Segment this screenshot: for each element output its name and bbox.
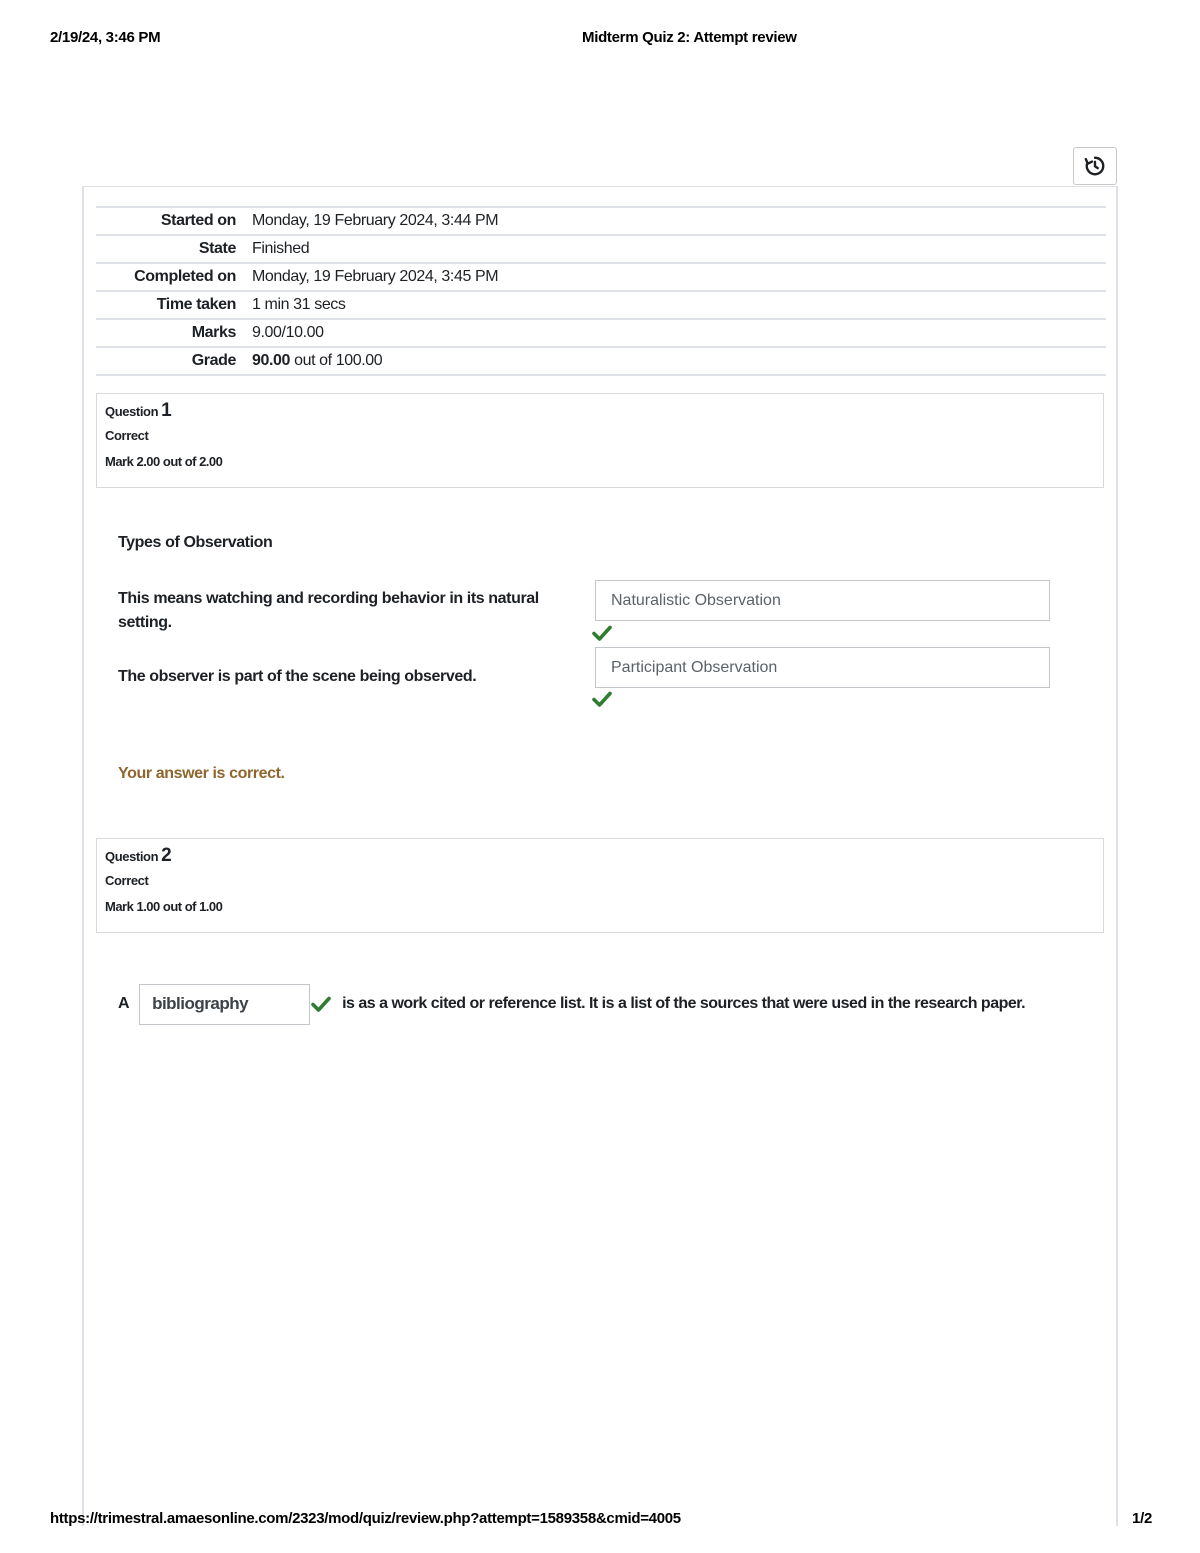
summary-value: Monday, 19 February 2024, 3:44 PM: [252, 212, 499, 229]
summary-label: Started on: [160, 212, 236, 229]
question-label: Question: [105, 849, 159, 864]
summary-label: State: [198, 240, 236, 257]
question-number-value: 1: [161, 400, 172, 421]
summary-row-state: [96, 236, 1106, 264]
summary-label: Completed on: [134, 268, 236, 285]
summary-row-completed-on: [96, 264, 1106, 292]
question-1-info: [96, 393, 1104, 488]
history-icon: [1084, 155, 1106, 177]
summary-value: 1 min 31 secs: [252, 296, 346, 313]
summary-value: Monday, 19 February 2024, 3:45 PM: [252, 268, 499, 285]
answer-input[interactable]: bibliography: [139, 984, 310, 1025]
print-page-number: 1/2: [1132, 1510, 1152, 1527]
grade-out-of: out of 100.00: [294, 352, 383, 369]
print-footer: [50, 1510, 1152, 1530]
attempt-summary-table: [96, 206, 1106, 376]
check-icon: [592, 624, 612, 642]
summary-row-time-taken: [96, 292, 1106, 320]
match-answer-select-2[interactable]: Participant Observation: [595, 647, 1050, 688]
question-1-feedback: Your answer is correct.: [118, 765, 285, 782]
check-icon: [592, 690, 612, 708]
summary-label: Marks: [191, 324, 236, 341]
question-grade: Mark 1.00 out of 1.00: [105, 899, 223, 914]
question-state: Correct: [105, 873, 149, 888]
check-icon: [311, 995, 331, 1013]
summary-label: Time taken: [156, 296, 236, 313]
question-state: Correct: [105, 428, 149, 443]
print-page-title: Midterm Quiz 2: Attempt review: [582, 29, 797, 46]
question-2-info: [96, 838, 1104, 933]
question-2-suffix: is as a work cited or reference list. It is a list of the sources that were used in the research paper.: [342, 995, 1026, 1012]
question-label: Question: [105, 404, 159, 419]
history-button[interactable]: [1073, 147, 1117, 185]
question-1-title: Types of Observation: [118, 534, 273, 551]
question-number-value: 2: [161, 845, 172, 866]
print-datetime: 2/19/24, 3:46 PM: [50, 29, 161, 46]
question-number: [105, 845, 1095, 867]
summary-value: Finished: [252, 240, 310, 257]
question-2-text: [118, 984, 1025, 1024]
question-2-prefix: A: [118, 995, 130, 1012]
summary-value: [252, 352, 382, 370]
summary-row-started-on: [96, 208, 1106, 236]
print-header: [50, 29, 1152, 49]
summary-value: 9.00/10.00: [252, 324, 324, 341]
match-stem-1: This means watching and recording behavior in its natural setting.: [118, 590, 539, 631]
question-number: [105, 400, 1095, 422]
summary-row-grade: [96, 348, 1106, 376]
question-grade: Mark 2.00 out of 2.00: [105, 454, 223, 469]
print-url: https://trimestral.amaesonline.com/2323/mod/quiz/review.php?attempt=1589358&cmid=4005: [50, 1510, 681, 1527]
match-answer-select-1[interactable]: Naturalistic Observation: [595, 580, 1050, 621]
summary-row-marks: [96, 320, 1106, 348]
match-stem-2: The observer is part of the scene being observed.: [118, 668, 477, 685]
summary-label: Grade: [191, 352, 236, 369]
grade-value: 90.00: [252, 352, 291, 369]
